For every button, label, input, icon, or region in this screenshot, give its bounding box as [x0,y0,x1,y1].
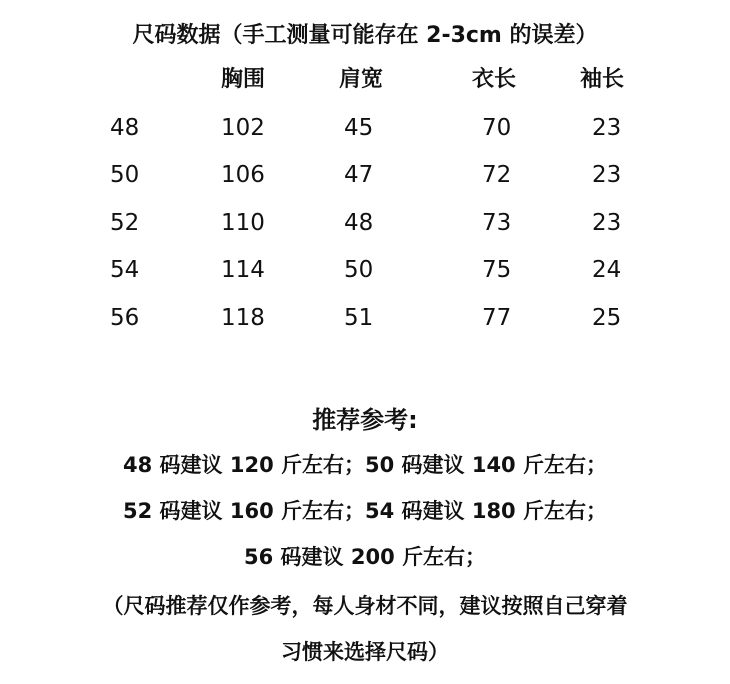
recommendation-title: 推荐参考: [312,406,418,434]
shoulder-cell: 45 [344,115,374,141]
chest-cell: 102 [221,115,265,141]
recommendation-line: 48 码建议 120 斤左右；50 码建议 140 斤左右； [123,453,607,477]
sleeve-cell: 23 [592,115,622,141]
header-shoulder: 肩宽 [339,67,384,92]
shoulder-cell: 50 [344,257,374,283]
chest-cell: 118 [221,305,265,331]
recommendation-note: 习惯来选择尺码） [281,640,449,664]
shoulder-cell: 48 [344,210,374,236]
header-sleeve: 袖长 [580,67,625,92]
size-cell: 48 [110,115,140,141]
length-cell: 73 [482,210,512,236]
length-cell: 72 [482,162,512,188]
sleeve-cell: 24 [592,257,622,283]
sleeve-cell: 23 [592,162,622,188]
chest-cell: 110 [221,210,265,236]
size-cell: 52 [110,210,140,236]
recommendation-note: （尺码推荐仅作参考，每人身材不同，建议按照自己穿着 [102,594,628,618]
length-cell: 70 [482,115,512,141]
size-cell: 50 [110,162,140,188]
length-cell: 75 [482,257,512,283]
length-cell: 77 [482,305,512,331]
chest-cell: 106 [221,162,265,188]
header-chest: 胸围 [221,67,266,92]
size-cell: 56 [110,305,140,331]
shoulder-cell: 47 [344,162,374,188]
size-cell: 54 [110,257,140,283]
sleeve-cell: 23 [592,210,622,236]
recommendation-line: 56 码建议 200 斤左右； [244,545,486,569]
sleeve-cell: 25 [592,305,622,331]
recommendation-line: 52 码建议 160 斤左右；54 码建议 180 斤左右； [123,499,607,523]
shoulder-cell: 51 [344,305,374,331]
size-chart-title: 尺码数据（手工测量可能存在 2-3cm 的误差） [132,23,598,48]
chest-cell: 114 [221,257,265,283]
header-length: 衣长 [472,67,517,92]
